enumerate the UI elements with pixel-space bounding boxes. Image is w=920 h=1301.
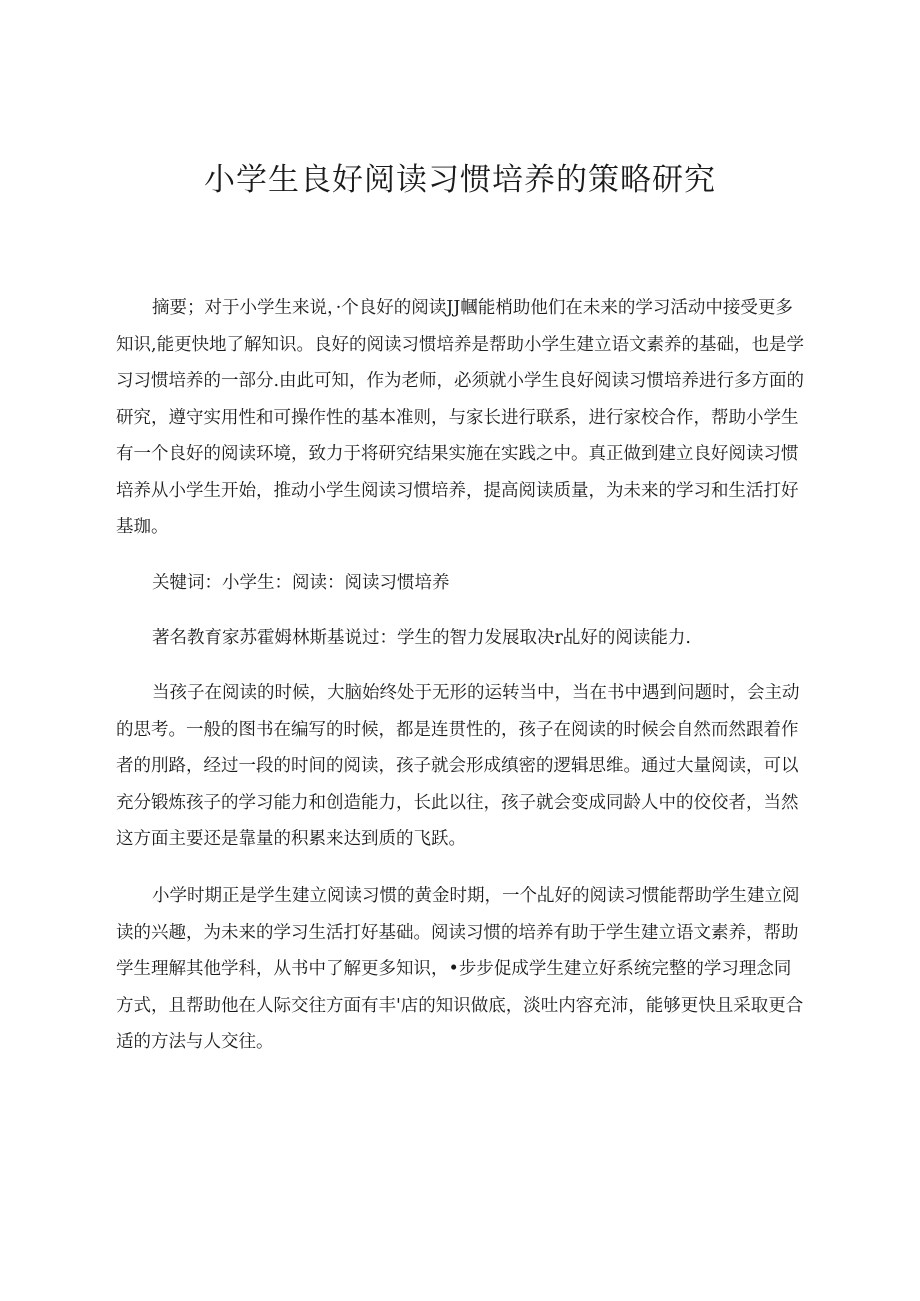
keywords-line: 关犍词：小学生：阅读：阅读习惯培养 — [152, 573, 450, 593]
abstract-paragraph: 摘要；对于小学生来说，·个良好的阅读JJ幗能梢助他们在未来的学习活动中接受更多知识,能更快地了解知识。良好的阅读习惯培养是帮助小学生建立语文素养的基础，也是学习习惯培养的一部分.由此可知，作为老师，必须就小学生良好阅读习惯培养进行多方面的研究，遵守实用性和可操作性的基本准则，与家长进行联系，进行家校合作，帮助小学生有一个良好的阅读环境，致力于将研究结果实施在实践之中。真正做到建立良好阅读习惯培养从小学生开始，推动小学生阅读习惯培养，提高阅读质量，为未来的学习和生活打好基珈。 — [116, 298, 805, 537]
document-title: 小学生良好阅读习惯培养的策略研究 — [204, 162, 716, 198]
body-paragraph-1: 当孩子在阅读的时候，大脑始终处于无形的运转当中，当在书中遇到问题时，会主动的思考。一般的图书在编写的时候，都是连贯性的，孩子在阅读的时候会自然而然跟着作者的刖路，经过一段的时间的阅读，孩子就会形成缜密的逻辑思维。通过大量阅读，可以充分锻炼孩子的学习能力和创造能力，长此以往，孩子就会变成同龄人中的佼佼者，当然这方面主要还是靠量的积累来达到质的飞跃。 — [116, 683, 800, 849]
body-paragraph-2: 小学时期正是学生建立阅读习惯的黄金时期，一个乩好的阅读习惯能帮助学生建立阅读的兴趣，为未来的学习生活打好基础。阅读习惯的培养有助于学生建立语文素养，帮助学生理解其他学科，从书中了解更多知识，•步步促成学生建立好系统完整的学习理念同方式，且帮助他在人际交往方面有丰'店的知识做底，淡吐内容充沛，能够更快且采取更合适的方法与人交往。 — [116, 886, 804, 1052]
quote-paragraph: 著名教育家苏霍姆林斯基说过：学生的智力发展取决r乩好的阅读能力. — [152, 628, 691, 648]
